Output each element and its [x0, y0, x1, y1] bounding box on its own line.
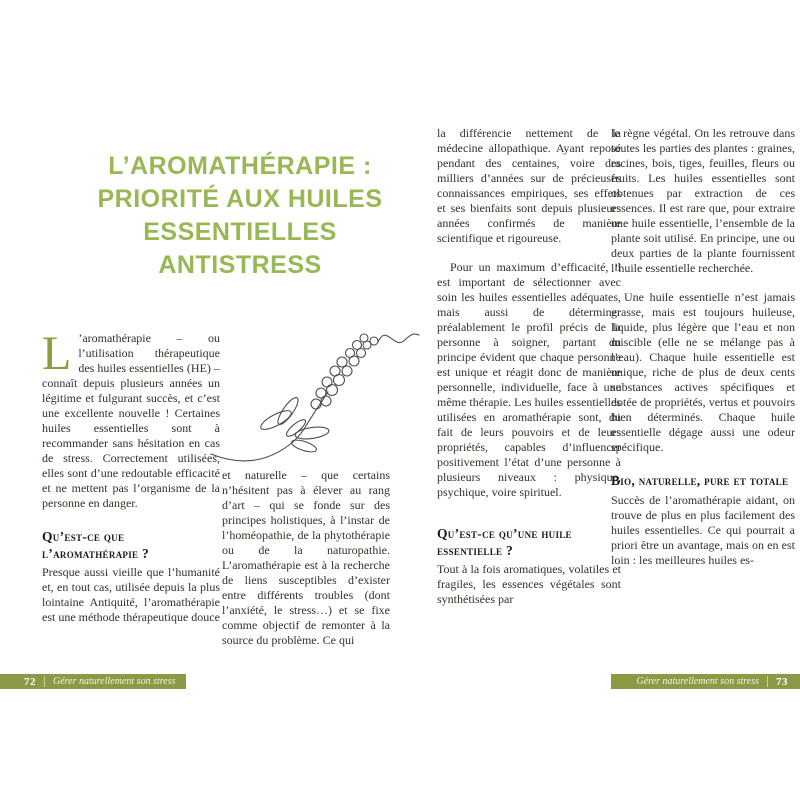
subheading-quest-ce-que-aromatherapie: Qu’est-ce que l’aromathérapie ? — [42, 529, 150, 561]
left-page-column-2 — [222, 468, 390, 648]
chapter-title-line: ESSENTIELLES — [143, 218, 337, 246]
footer-band-right — [611, 674, 800, 689]
lavender-line-art-svg — [208, 316, 425, 484]
subheading-quest-ce-quune-huile-essentielle: Qu’est-ce qu’une huile essentielle ? — [437, 526, 572, 558]
intro-paragraph — [42, 327, 220, 511]
intro-paragraph-text: ’aromathérapie – ou l’utilisation thérapeutique des huiles essentielles (HE) – connaît depuis plusieurs années un légitime et fulgurant succès, et c’est une excellente nouvelle ! Certaines huiles essentielles sont à recommander sans hésitation en cas de stress. Correctement utilisées, elles sont d’une redoutable efficacité et ne mettent pas l’organisme de la personne en danger. — [42, 331, 220, 510]
chapter-title-line: L’AROMATHÉRAPIE : — [108, 152, 372, 180]
chapter-title-line: ANTISTRESS — [158, 251, 322, 279]
footer-separator — [767, 676, 768, 687]
subheading-bio-naturelle-pure-et-totale: Bio, naturelle, pure et totale — [611, 473, 789, 488]
body-paragraph: Presque aussi vieille que l’humanité et, en tout cas, utilisée depuis la plus lointaine Antiquité, l’aromathérapie est une méthode thérapeutique douce — [42, 565, 220, 624]
chapter-title — [45, 150, 435, 282]
running-title: Gérer naturellement son stress — [53, 676, 176, 687]
right-page-column-2 — [611, 126, 795, 568]
body-paragraph: Pour un maximum d’efficacité, il est important de sélectionner avec soin les huiles essentielles adéquates, mais aussi de déterminer préalablement le profil précis de la personne à soigner, partant du principe évident que chaque personne est unique et réagit donc de manière personnelle, individuelle, face à une même thérapie. Les huiles essentielles utilisées en aromathérapie sont, du fait de leurs pouvoirs et de leurs propriétés, capables d’influencer positivement l’état d’une personne à plusieurs niveaux : physique, psychique, voire spirituel. — [437, 260, 621, 499]
chapter-title-line: PRIORITÉ AUX HUILES — [97, 185, 383, 213]
body-paragraph: Une huile essentielle n’est jamais grasse, mais est toujours huileuse, liquide, plus légère que l’eau et non miscible (elle ne se mélange pas à l’eau). Chaque huile essentielle est unique, riche de plus de deux cents substances actives spécifiques et dotée de propriétés, vertus et pouvoirs bien déterminés. Chaque huile essentielle dégage aussi une odeur spécifique. — [611, 290, 795, 454]
page-number-left: 72 — [24, 675, 36, 688]
body-paragraph: et naturelle – que certains n’hésitent pas à élever au rang d’art – qui se fonde sur des principes holistiques, à l’instar de l’homéopathie, de la phytothérapie ou de la naturopathie. L’aromathérapie est à la recherche de liens susceptibles d’exister entre différents troubles (dont l’anxiété, le stress…) et se fixe comme objectif de remonter à la source du problème. Ce qui — [222, 468, 390, 647]
body-paragraph: Tout à la fois aromatiques, volatiles et fragiles, les essences végétales sont synthétisées par — [437, 562, 621, 606]
footer-band-left — [0, 674, 186, 689]
body-paragraph: le règne végétal. On les retrouve dans toutes les parties des plantes : graines, racines, bois, tiges, feuilles, fleurs ou fruits. Les huiles essentielles sont obtenues par extraction de ces essences. Il est rare que, pour extraire une huile essentielle, l’ensemble de la plante soit utilisé. En principe, une ou deux parties de la plante fournissent l’huile essentielle recherchée. — [611, 126, 795, 275]
body-paragraph: la différencie nettement de la médecine allopathique. Ayant reposé pendant des centaines, voire des milliers d’années sur de précieuses connaissances empiriques, ses effets et ses bienfaits sont depuis plusieurs années confirmés de manière scientifique et rigoureuse. — [437, 126, 621, 245]
running-title: Gérer naturellement son stress — [636, 676, 759, 687]
body-paragraph: Succès de l’aromathérapie aidant, on trouve de plus en plus facilement des huiles essentielles. Ce qui pourrait a priori être un avantage, mais on en est loin : les meilleures huiles es- — [611, 492, 795, 567]
left-page-column-1 — [42, 327, 220, 625]
lavender-illustration — [208, 316, 425, 484]
page-number-right: 73 — [776, 675, 788, 688]
footer-separator — [44, 676, 45, 687]
drop-cap: L — [42, 327, 72, 380]
right-page-column-1 — [437, 126, 621, 607]
